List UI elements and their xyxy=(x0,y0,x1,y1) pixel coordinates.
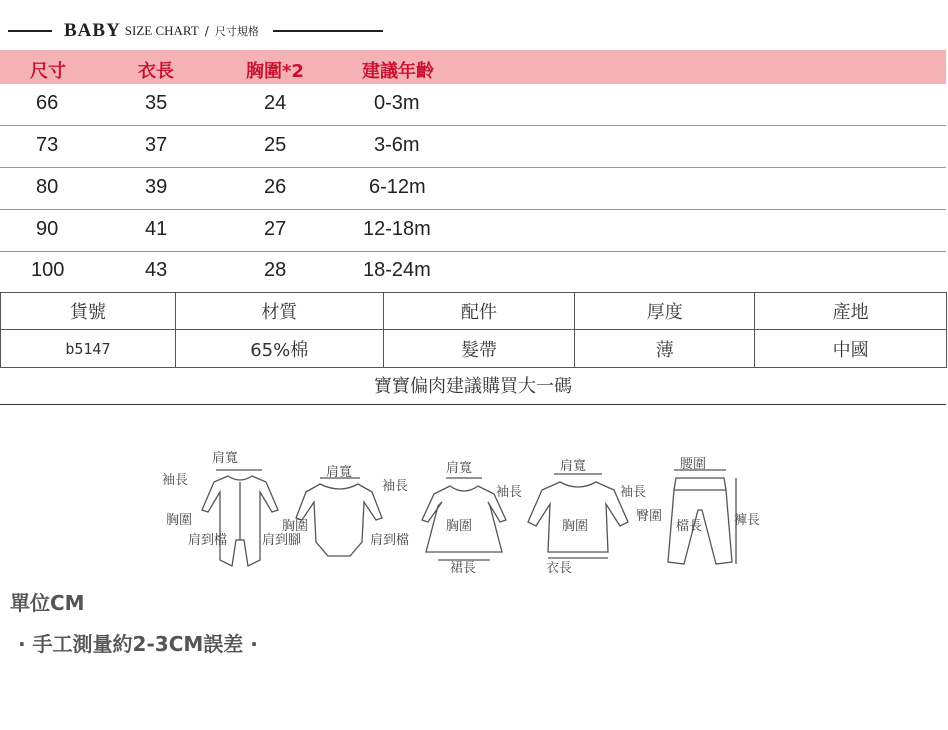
title-rule-right xyxy=(273,30,383,32)
info-header-accessory: 配件 xyxy=(383,293,575,330)
diagram3-label-sleeve: 袖長 xyxy=(496,485,523,500)
cell-age: 3-6m xyxy=(374,134,420,156)
measurement-diagrams xyxy=(150,440,770,590)
diagram1-label-shoulder: 肩寬 xyxy=(212,451,239,466)
size-chart-zh-label: 尺寸規格 xyxy=(214,25,259,38)
diagram1-label-shoulder-crotch: 肩到檔 xyxy=(188,533,228,548)
cell-size: 80 xyxy=(36,176,59,198)
title-separator: / xyxy=(204,24,209,38)
diagram2-label-shoulder: 肩寬 xyxy=(326,465,353,480)
diagram2-label-sleeve: 袖長 xyxy=(382,479,409,494)
col-age-header: 建議年齡 xyxy=(362,61,434,82)
diagram4-label-sleeve: 袖長 xyxy=(620,485,647,500)
diagram2-label-chest: 胸圍 xyxy=(282,519,309,534)
diagram5-label-waist: 腰圍 xyxy=(680,457,707,472)
info-accessory: 髮帶 xyxy=(383,330,575,368)
info-header-thickness: 厚度 xyxy=(575,293,755,330)
cell-length: 41 xyxy=(145,218,168,240)
diagram1-label-shoulder-foot: 肩到腳 xyxy=(262,533,302,548)
diagram5-label-rise: 檔長 xyxy=(676,519,703,534)
cell-size: 100 xyxy=(31,259,65,281)
product-info-table xyxy=(0,292,947,368)
size-row xyxy=(0,126,946,168)
chart-title xyxy=(8,18,383,44)
cell-age: 12-18m xyxy=(363,218,431,240)
size-row xyxy=(0,168,946,210)
diagram4-label-shoulder: 肩寬 xyxy=(560,459,587,474)
cell-chest: 28 xyxy=(264,259,287,281)
size-table-header xyxy=(0,50,946,84)
cell-size: 66 xyxy=(36,92,59,114)
cell-length: 35 xyxy=(145,92,168,114)
cell-chest: 24 xyxy=(264,92,287,114)
diagram3-label-skirt-length: 裙長 xyxy=(450,561,477,576)
info-header-sku: 貨號 xyxy=(1,293,176,330)
cell-age: 0-3m xyxy=(374,92,420,114)
col-chest-header: 胸圍*2 xyxy=(246,61,304,82)
cell-length: 43 xyxy=(145,259,168,281)
title-rule-left xyxy=(8,30,52,32)
col-length-header: 衣長 xyxy=(138,61,174,82)
cell-length: 39 xyxy=(145,176,168,198)
size-note: 寶寶偏肉建議購買大一碼 xyxy=(0,369,946,405)
size-row xyxy=(0,210,946,252)
size-chart-label: SIZE CHART xyxy=(124,23,199,38)
diagram3-label-chest: 胸圍 xyxy=(446,519,473,534)
unit-label: 單位CM xyxy=(10,591,85,615)
info-header-row xyxy=(1,293,947,330)
cell-age: 6-12m xyxy=(369,176,426,198)
cell-length: 37 xyxy=(145,134,168,156)
diagram4-label-chest: 胸圍 xyxy=(562,519,589,534)
cell-chest: 26 xyxy=(264,176,287,198)
cell-size: 73 xyxy=(36,134,59,156)
info-material: 65%棉 xyxy=(175,330,383,368)
measurement-error-note: · 手工測量約2-3CM誤差 · xyxy=(18,632,258,656)
pants-diagram xyxy=(668,470,736,564)
info-thickness: 薄 xyxy=(575,330,755,368)
diagram5-label-hip: 臀圍 xyxy=(636,509,663,524)
info-header-material: 材質 xyxy=(175,293,383,330)
cell-size: 90 xyxy=(36,218,59,240)
col-size-header: 尺寸 xyxy=(30,61,66,82)
cell-chest: 27 xyxy=(264,218,287,240)
cell-age: 18-24m xyxy=(363,259,431,281)
diagram2-label-shoulder-crotch: 肩到檔 xyxy=(370,533,410,548)
size-row xyxy=(0,84,946,126)
info-value-row xyxy=(1,330,947,368)
brand-label: BABY xyxy=(64,20,121,41)
diagram4-label-top-length: 衣長 xyxy=(546,561,573,576)
size-row xyxy=(0,251,946,292)
diagram3-label-shoulder: 肩寬 xyxy=(446,461,473,476)
top-diagram xyxy=(528,474,628,558)
diagram1-label-chest: 胸圍 xyxy=(166,513,193,528)
info-origin: 中國 xyxy=(755,330,947,368)
diagram1-label-sleeve: 袖長 xyxy=(162,473,189,488)
cell-chest: 25 xyxy=(264,134,287,156)
info-header-origin: 產地 xyxy=(755,293,947,330)
romper-diagram xyxy=(202,470,278,566)
info-sku: b5147 xyxy=(1,330,176,368)
diagram5-label-pants-length: 褲長 xyxy=(734,513,761,528)
